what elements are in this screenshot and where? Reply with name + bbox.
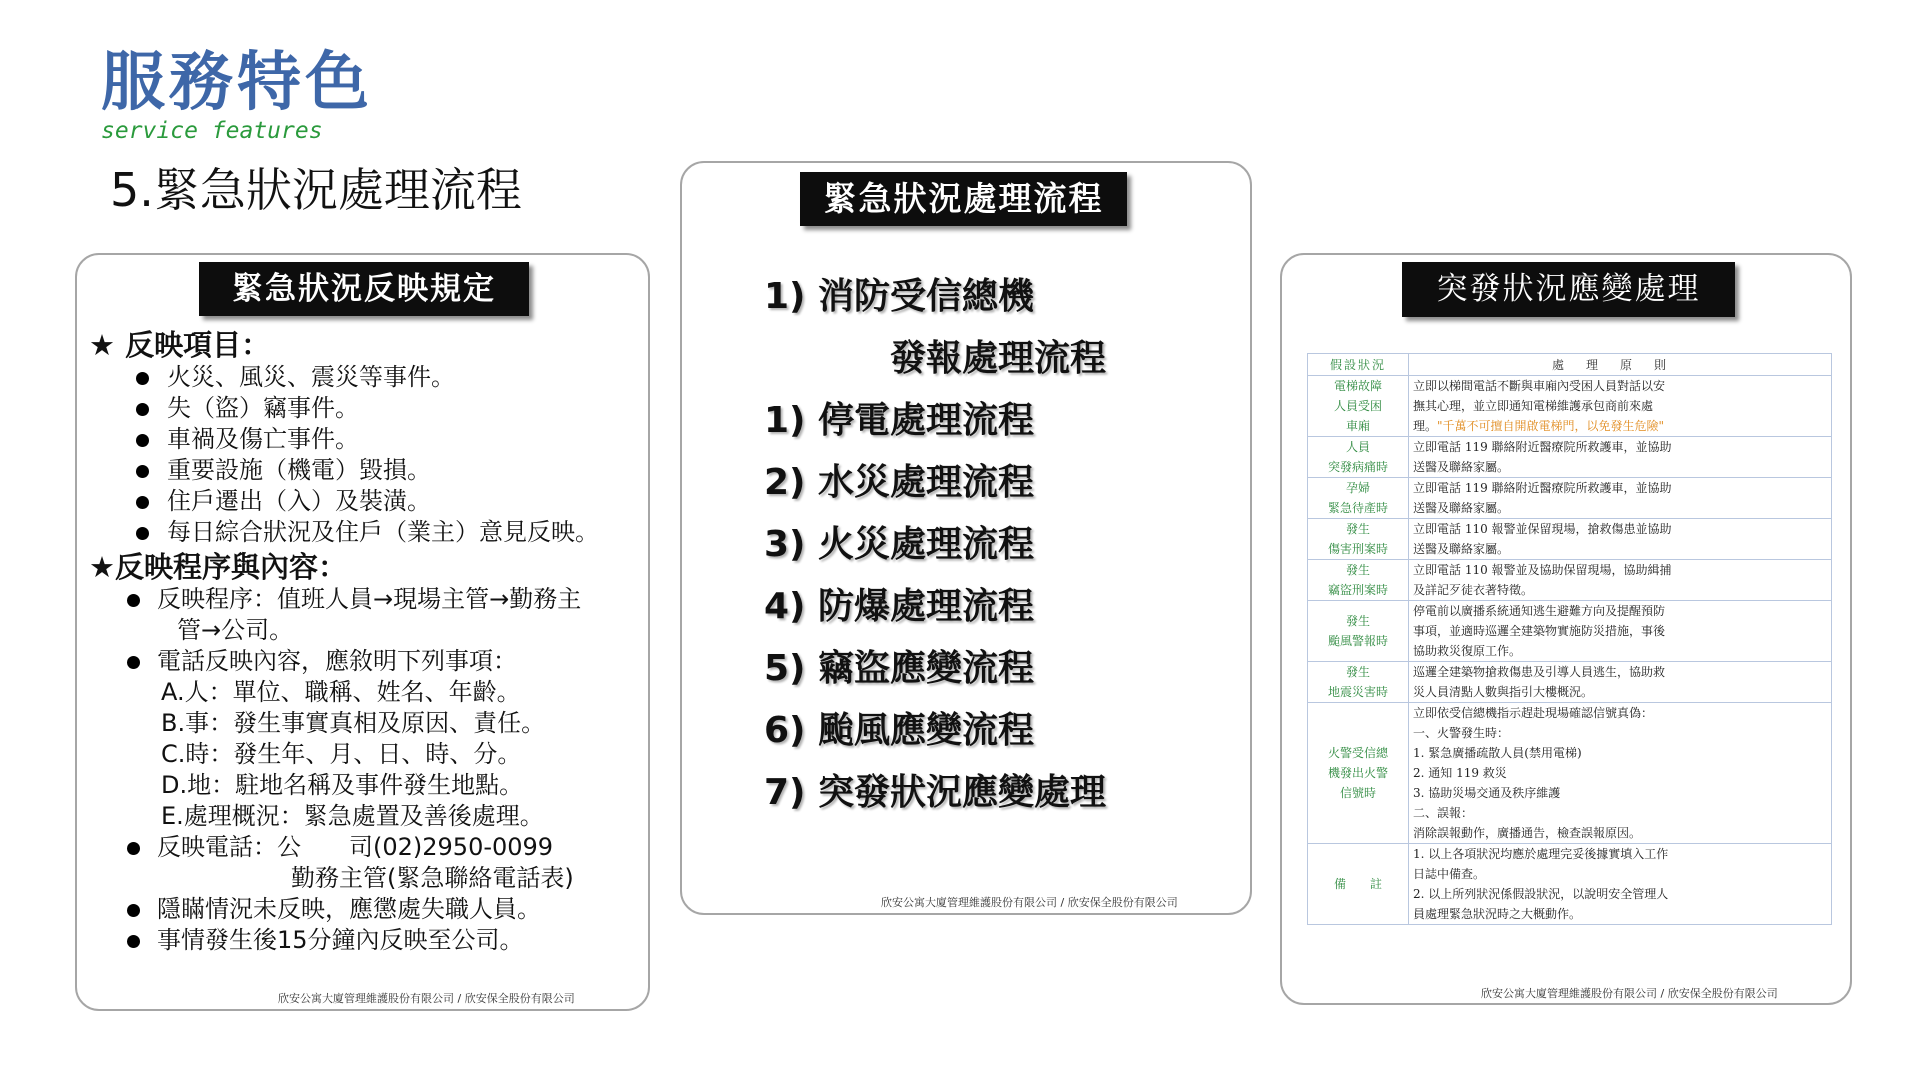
table-header-row	[1308, 354, 1832, 376]
principle-cell	[1409, 376, 1832, 437]
principle-cell: 立即電話 119 聯絡附近醫療院所救護車，並協助 送醫及聯絡家屬。	[1409, 478, 1832, 519]
situation-cell: 發生 竊盜刑案時	[1308, 560, 1409, 601]
bullet-icon	[136, 465, 149, 478]
process-line: 隱瞞情況未反映，應懲處失職人員。	[157, 895, 541, 923]
situation-cell: 備 註	[1308, 844, 1409, 925]
card-title: 緊急狀況反映規定	[199, 262, 529, 316]
process-line: 反映程序：值班人員→現場主管→勤務主	[157, 585, 582, 613]
process-line: C.時：發生年、月、日、時、分。	[161, 740, 522, 768]
situation-cell: 人員 突發病痛時	[1308, 437, 1409, 478]
process-line: 管→公司。	[177, 616, 294, 644]
flow-item: 1) 停電處理流程	[764, 400, 1035, 441]
flow-item: 發報處理流程	[890, 338, 1107, 379]
table-row	[1308, 376, 1832, 437]
emergency-flow-card	[680, 161, 1252, 915]
situation-cell: 孕婦 緊急待產時	[1308, 478, 1409, 519]
process-line: 電話反映內容，應敘明下列事項：	[157, 647, 517, 675]
report-item: 重要設施（機電）毀損。	[167, 456, 431, 484]
situation-cell: 發生 傷害刑案時	[1308, 519, 1409, 560]
principle-cell: 巡邏全建築物搶救傷患及引導人員逃生，協助救 災人員清點人數與指引大樓概況。	[1409, 662, 1832, 703]
process-line: E.處理概況：緊急處置及善後處理。	[161, 802, 544, 830]
column-header-principle: 處理原則	[1409, 354, 1832, 376]
process-line: 反映電話：公 司(02)2950-0099	[157, 833, 554, 861]
process-line: A.人：單位、職稱、姓名、年齡。	[161, 678, 521, 706]
process-line: B.事：發生事實真相及原因、責任。	[161, 709, 546, 737]
bullet-icon	[136, 496, 149, 509]
flow-item: 4) 防爆處理流程	[764, 586, 1035, 627]
report-item: 住戶遷出（入）及裝潢。	[167, 487, 431, 515]
table-row	[1308, 478, 1832, 519]
table-row	[1308, 703, 1832, 844]
principle-cell: 立即電話 110 報警並及協助保留現場，協助緝捕 及詳記歹徒衣著特徵。	[1409, 560, 1832, 601]
bullet-icon	[127, 904, 140, 917]
table-row	[1308, 601, 1832, 662]
situation-cell: 發生 颱風警報時	[1308, 601, 1409, 662]
table-row	[1308, 844, 1832, 925]
bullet-icon	[136, 372, 149, 385]
card-footer: 欣安公寓大廈管理維護股份有限公司 / 欣安保全股份有限公司	[881, 896, 1178, 909]
principle-cell: 立即依受信總機指示趕赴現場確認信號真偽： 一、火警發生時： 1. 緊急廣播疏散人員(禁用電梯) 2. 通知 119 救災 3. 協助災場交通及秩序維護 二、誤報： 消除誤報動作，廣播通告，檢查誤報原因。	[1409, 703, 1832, 844]
page-subtitle: service features	[101, 118, 323, 144]
report-item: 車禍及傷亡事件。	[167, 425, 359, 453]
report-item: 火災、風災、震災等事件。	[167, 363, 455, 391]
table-row	[1308, 662, 1832, 703]
table-row	[1308, 560, 1832, 601]
process-line: 勤務主管(緊急聯絡電話表)	[291, 864, 574, 892]
flow-item: 7) 突發狀況應變處理	[764, 772, 1107, 813]
situation-cell: 發生 地震災害時	[1308, 662, 1409, 703]
principle-text: 立即以梯間電話不斷與車廂內受困人員對話以安 撫其心理，並立即通知電梯維護承包商前來處 理。	[1413, 379, 1666, 433]
bullet-icon	[136, 403, 149, 416]
situation-cell: 電梯故障 人員受困 車廂	[1308, 376, 1409, 437]
report-item: 每日綜合狀況及住戶（業主）意見反映。	[167, 518, 599, 546]
report-items-heading: ★ 反映項目：	[89, 328, 271, 362]
table-row	[1308, 519, 1832, 560]
section-heading: 5.緊急狀況處理流程	[110, 163, 522, 217]
page-title: 服務特色	[101, 46, 373, 120]
bullet-icon	[127, 842, 140, 855]
process-line: 事情發生後15分鐘內反映至公司。	[157, 926, 524, 954]
process-line: D.地：駐地名稱及事件發生地點。	[161, 771, 524, 799]
card-title: 緊急狀況處理流程	[800, 172, 1127, 226]
bullet-icon	[136, 527, 149, 540]
principle-cell: 停電前以廣播系統通知逃生避難方向及提醒預防 事項，並適時巡邏全建築物實施防災措施，事後 協助救災復原工作。	[1409, 601, 1832, 662]
flow-item: 1) 消防受信總機	[764, 276, 1035, 317]
card-footer: 欣安公寓大廈管理維護股份有限公司 / 欣安保全股份有限公司	[278, 992, 575, 1005]
card-footer: 欣安公寓大廈管理維護股份有限公司 / 欣安保全股份有限公司	[1481, 987, 1778, 1000]
card-title: 突發狀況應變處理	[1402, 262, 1735, 317]
bullet-icon	[127, 935, 140, 948]
bullet-icon	[136, 434, 149, 447]
flow-item: 5) 竊盜應變流程	[764, 648, 1035, 689]
flow-item: 6) 颱風應變流程	[764, 710, 1035, 751]
column-header-situation: 假設狀況	[1308, 354, 1409, 376]
report-item: 失（盜）竊事件。	[167, 394, 359, 422]
principle-cell: 立即電話 110 報警並保留現場，搶救傷患並協助 送醫及聯絡家屬。	[1409, 519, 1832, 560]
report-process-heading: ★反映程序與內容：	[89, 550, 347, 584]
incident-response-card	[1280, 253, 1852, 1005]
bullet-icon	[127, 594, 140, 607]
situation-cell: 火警受信總 機發出火警 信號時	[1308, 703, 1409, 844]
flow-item: 3) 火災處理流程	[764, 524, 1035, 565]
principle-cell: 立即電話 119 聯絡附近醫療院所救護車，並協助 送醫及聯絡家屬。	[1409, 437, 1832, 478]
response-table	[1307, 353, 1832, 925]
principle-cell: 1. 以上各項狀況均應於處理完妥後據實填入工作 日誌中備查。 2. 以上所列狀況係假設狀況，以說明安全管理人 員處理緊急狀況時之大概動作。	[1409, 844, 1832, 925]
flow-item: 2) 水災處理流程	[764, 462, 1035, 503]
emergency-report-rules-card	[75, 253, 650, 1011]
bullet-icon	[127, 656, 140, 669]
warning-text: "千萬不可擅自開啟電梯門，以免發生危險"	[1437, 419, 1665, 433]
table-row	[1308, 437, 1832, 478]
